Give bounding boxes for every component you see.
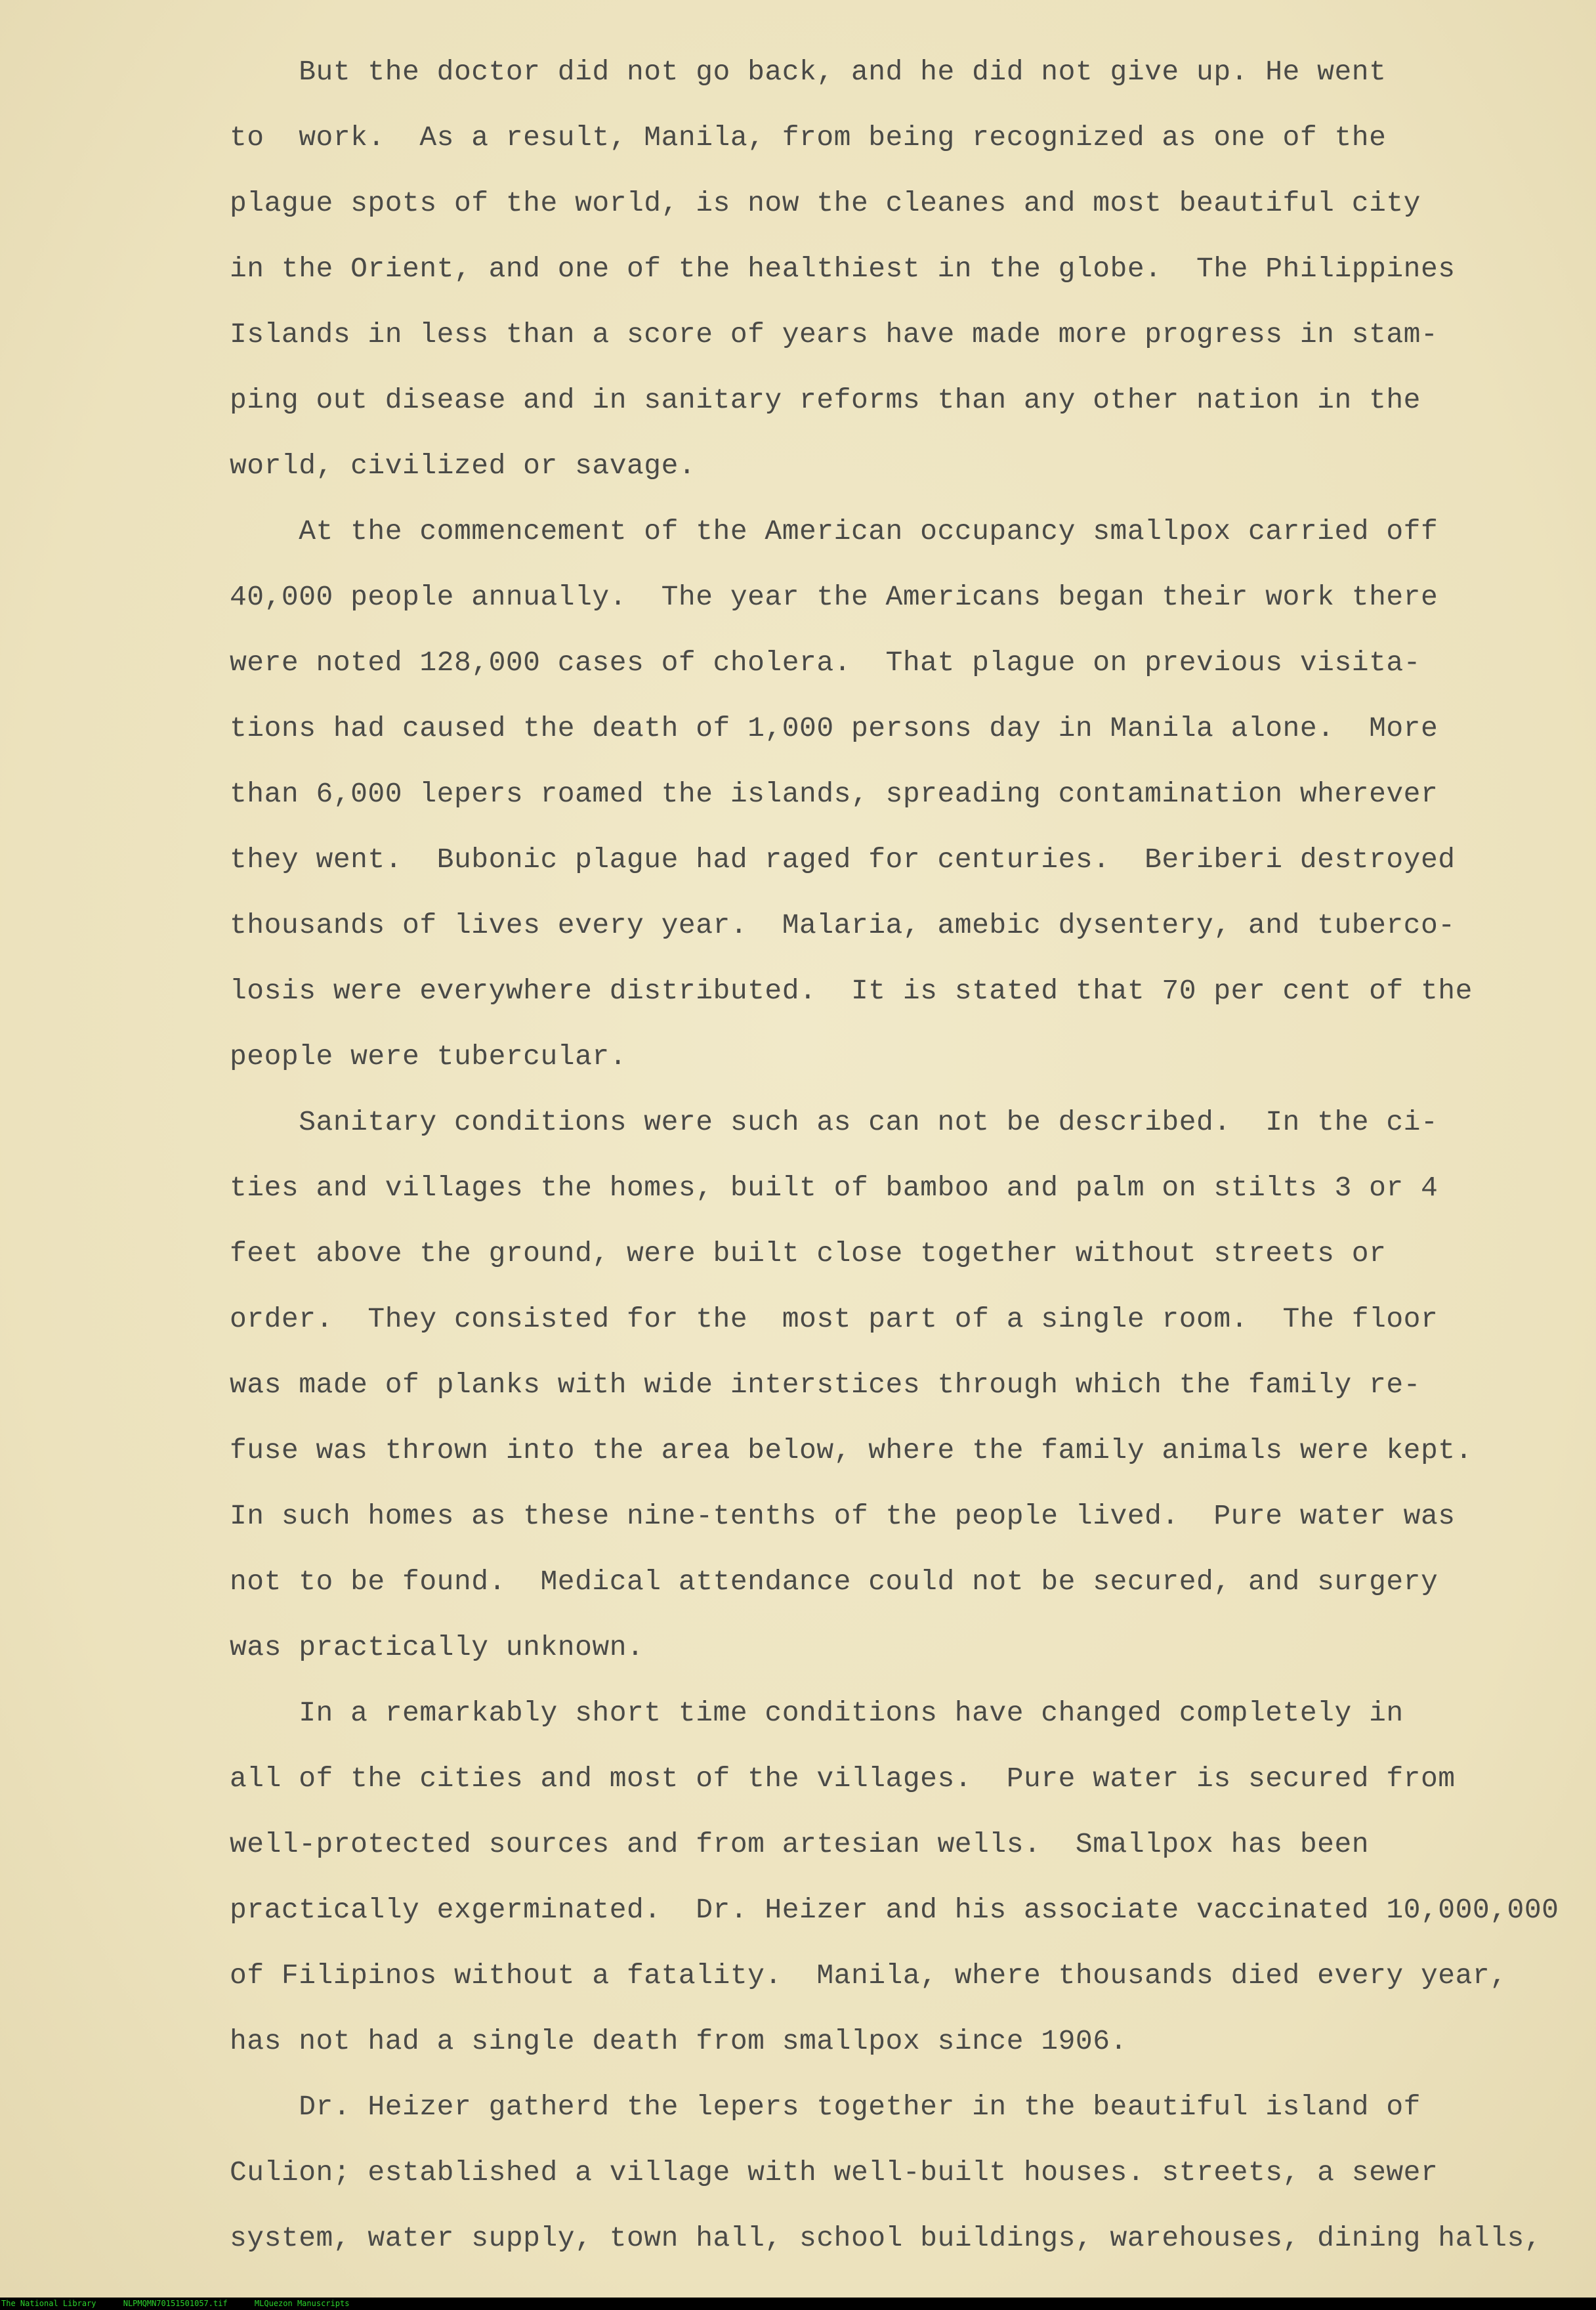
text-line: 40,000 people annually. The year the Americans began their work there: [230, 581, 1438, 613]
text-line: But the doctor did not go back, and he did not give up. He went: [230, 56, 1387, 88]
text-line: In a remarkably short time conditions have changed completely in: [230, 1697, 1404, 1729]
text-line: ties and villages the homes, built of bamboo and palm on stilts 3 or 4: [230, 1172, 1438, 1204]
text-line: thousands of lives every year. Malaria, amebic dysentery, and tuberco-: [230, 909, 1456, 941]
text-line: In such homes as these nine-tenths of the people lived. Pure water was: [230, 1500, 1456, 1532]
text-line: were noted 128,000 cases of cholera. That plague on previous visita-: [230, 647, 1421, 679]
text-line: tions had caused the death of 1,000 persons day in Manila alone. More: [230, 712, 1438, 744]
text-line: in the Orient, and one of the healthiest in the globe. The Philippines: [230, 253, 1456, 285]
text-line: order. They consisted for the most part of a single room. The floor: [230, 1303, 1438, 1335]
document-body: [230, 39, 1559, 2271]
text-line: practically exgerminated. Dr. Heizer and his associate vaccinated 10,000,000: [230, 1894, 1559, 1926]
text-line: At the commencement of the American occupancy smallpox carried off: [230, 515, 1438, 547]
file-id-label: NLPMQMN70151501057.tif: [123, 2299, 228, 2308]
paragraph-3: [230, 1090, 1549, 1680]
text-line: losis were everywhere distributed. It is stated that 70 per cent of the: [230, 975, 1473, 1007]
text-line: was made of planks with wide interstices through which the family re-: [230, 1369, 1421, 1401]
text-line: than 6,000 lepers roamed the islands, spreading contamination wherever: [230, 778, 1438, 810]
text-line: Dr. Heizer gatherd the lepers together in the beautiful island of: [230, 2091, 1421, 2123]
text-line: all of the cities and most of the villages. Pure water is secured from: [230, 1763, 1456, 1795]
text-line: plague spots of the world, is now the cleanes and most beautiful city: [230, 187, 1421, 219]
text-line: feet above the ground, were built close together without streets or: [230, 1237, 1387, 1270]
text-line: to work. As a result, Manila, from being recognized as one of the: [230, 121, 1387, 154]
text-line: well-protected sources and from artesian wells. Smallpox has been: [230, 1828, 1370, 1860]
scan-footer: [0, 2298, 1596, 2310]
text-line: was practically unknown.: [230, 1631, 644, 1663]
library-label: The National Library: [1, 2299, 96, 2308]
text-line: system, water supply, town hall, school buildings, warehouses, dining halls,: [230, 2222, 1542, 2254]
paragraph-1: [230, 39, 1549, 499]
paragraph-2: [230, 499, 1549, 1090]
text-line: Islands in less than a score of years have made more progress in stam-: [230, 318, 1438, 351]
text-line: Sanitary conditions were such as can not be described. In the ci-: [230, 1106, 1438, 1138]
text-line: of Filipinos without a fatality. Manila, where thousands died every year,: [230, 1959, 1507, 1992]
text-line: ping out disease and in sanitary reforms than any other nation in the: [230, 384, 1421, 416]
text-line: people were tubercular.: [230, 1040, 627, 1073]
text-line: Culion; established a village with well-built houses. streets, a sewer: [230, 2156, 1438, 2189]
text-line: they went. Bubonic plague had raged for centuries. Beriberi destroyed: [230, 844, 1456, 876]
text-line: has not had a single death from smallpox since 1906.: [230, 2025, 1127, 2057]
collection-label: MLQuezon Manuscripts: [254, 2299, 350, 2308]
paragraph-5: [230, 2074, 1549, 2271]
paragraph-4: [230, 1680, 1559, 2074]
text-line: not to be found. Medical attendance could not be secured, and surgery: [230, 1566, 1438, 1598]
text-line: fuse was thrown into the area below, where the family animals were kept.: [230, 1434, 1473, 1466]
text-line: world, civilized or savage.: [230, 450, 696, 482]
